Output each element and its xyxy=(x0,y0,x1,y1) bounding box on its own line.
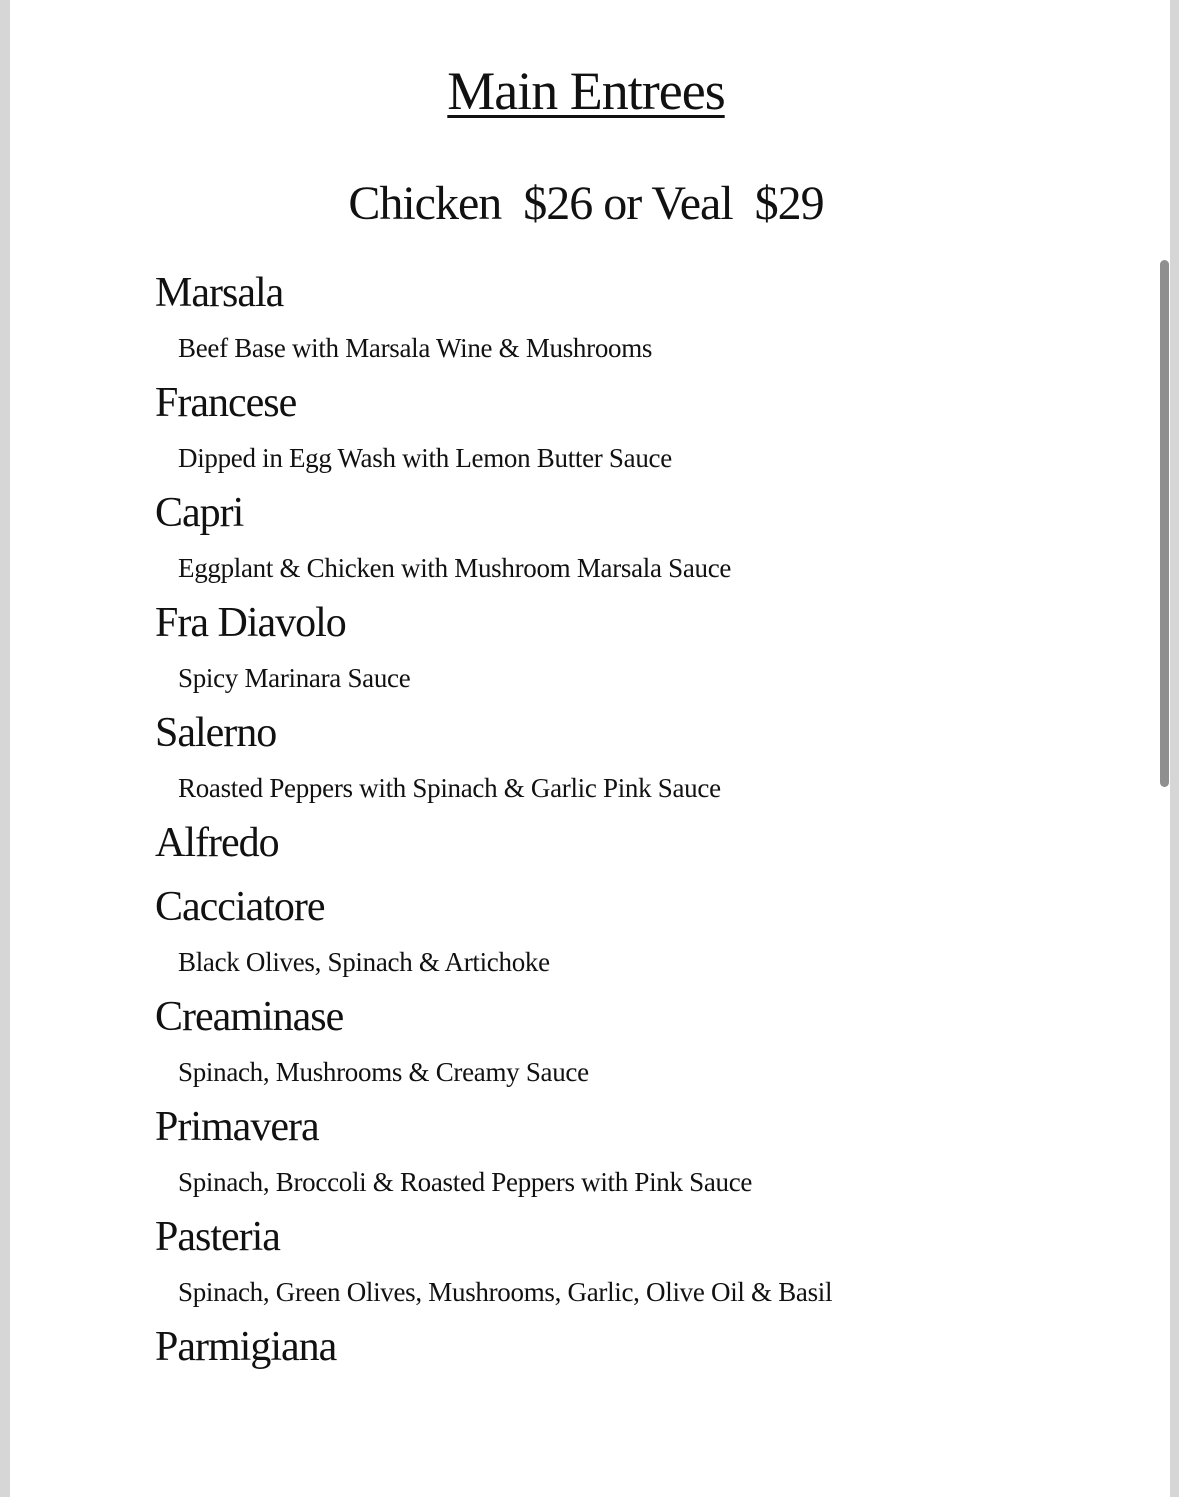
menu-item-name: Marsala xyxy=(155,270,284,316)
menu-item-name: Primavera xyxy=(155,1104,319,1150)
menu-item-name: Francese xyxy=(155,380,297,426)
menu-item-description: Spinach, Mushrooms & Creamy Sauce xyxy=(178,1057,589,1087)
menu-content xyxy=(10,0,1170,1497)
menu-item-name: Pasteria xyxy=(155,1214,280,1260)
menu-item-description: Beef Base with Marsala Wine & Mushrooms xyxy=(178,333,653,363)
menu-item xyxy=(155,816,1055,870)
menu-item-name: Parmigiana xyxy=(155,1324,337,1370)
menu-item-description: Spinach, Broccoli & Roasted Peppers with Pink Sauce xyxy=(178,1167,753,1197)
menu-item-description: Spicy Marinara Sauce xyxy=(178,663,411,693)
menu-item-description: Black Olives, Spinach & Artichoke xyxy=(178,947,550,977)
menu-item xyxy=(155,596,1055,706)
menu-item-description: Dipped in Egg Wash with Lemon Butter Sauce xyxy=(178,443,672,473)
vertical-scrollbar[interactable] xyxy=(1160,260,1169,787)
menu-item-name: Salerno xyxy=(155,710,277,756)
price-line: Chicken $26 or Veal $29 xyxy=(348,177,824,230)
menu-item xyxy=(155,990,1055,1100)
menu-item xyxy=(155,376,1055,486)
menu-item xyxy=(155,706,1055,816)
menu-item xyxy=(155,1210,1055,1320)
page-title: Main Entrees xyxy=(447,61,725,121)
menu-list xyxy=(155,266,1055,1374)
menu-item-description: Eggplant & Chicken with Mushroom Marsala Sauce xyxy=(178,553,732,583)
menu-item-name: Fra Diavolo xyxy=(155,600,346,646)
menu-item xyxy=(155,266,1055,376)
menu-item xyxy=(155,1100,1055,1210)
menu-item xyxy=(155,1320,1055,1374)
menu-item-description: Roasted Peppers with Spinach & Garlic Pink Sauce xyxy=(178,773,721,803)
menu-item xyxy=(155,486,1055,596)
menu-item-name: Creaminase xyxy=(155,994,344,1040)
menu-item xyxy=(155,880,1055,990)
menu-item-name: Capri xyxy=(155,490,244,536)
menu-item-name: Alfredo xyxy=(155,820,279,866)
menu-item-name: Cacciatore xyxy=(155,884,325,930)
menu-page xyxy=(10,0,1170,1497)
menu-item-description: Spinach, Green Olives, Mushrooms, Garlic, Olive Oil & Basil xyxy=(178,1277,833,1307)
